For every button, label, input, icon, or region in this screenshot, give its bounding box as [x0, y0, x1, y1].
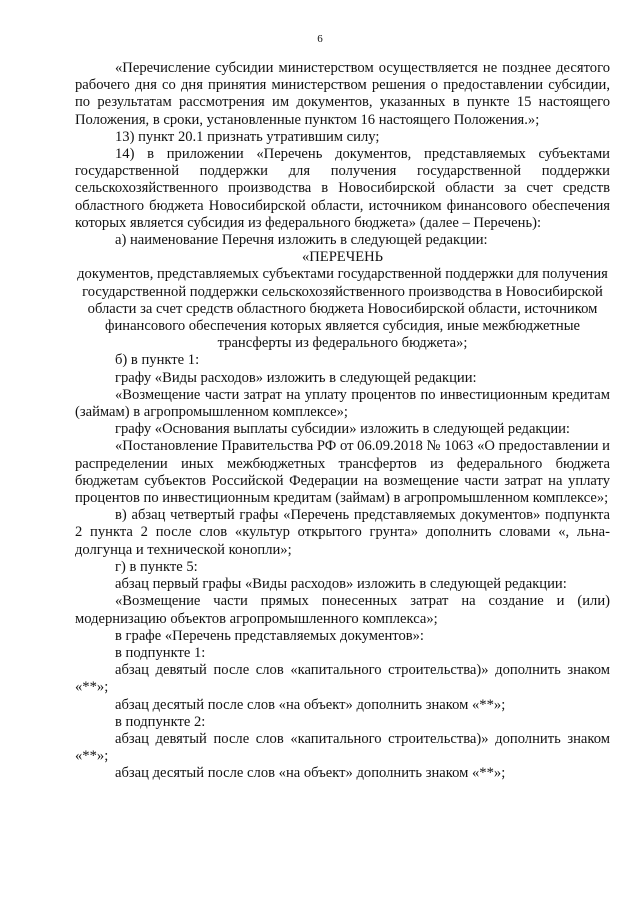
paragraph: в графе «Перечень представляемых документов»: [115, 627, 424, 644]
paragraph: абзац девятый после слов «капитального строительства)» дополнить знаком «**»; [75, 730, 610, 765]
paragraph: в подпункте 1: [115, 644, 206, 661]
paragraph: «Возмещение части прямых понесенных затрат на создание и (или) модернизацию объектов агропромышленного комплекса»; [75, 593, 610, 627]
paragraph: в) абзац четвертый графы «Перечень представляемых документов» подпункта 2 пункта 2 после слов «культур открытого грунта» дополнить словами «, льна-долгунца и технической конопли»; [75, 507, 610, 558]
paragraph: «Постановление Правительства РФ от 06.09.2018 № 1063 «О предоставлении и распределении иных межбюджетных трансфертов из федерального бюджета бюджетам субъектов Российской Федерации на возмещение части затрат на уплату процентов по инвестиционным кредитам (займам) в агропромышленном комплексе»; [75, 438, 610, 507]
paragraph: в подпункте 2: [115, 713, 206, 730]
paragraph: «Возмещение части затрат на уплату процентов по инвестиционным кредитам (займам) в агропромышленном комплексе»; [75, 386, 610, 421]
paragraph: 14) в приложении «Перечень документов, представляемых субъектами государственной поддержки для получения государственной поддержки сельскохозяйственного производства в Новосибирской области за счет средств областного бюджета Новосибирской области, источником финансового обеспечения которых является субсидия из федерального бюджета» (далее – Перечень): [75, 146, 610, 231]
paragraph: графу «Виды расходов» изложить в следующей редакции: [115, 369, 477, 386]
paragraph: а) наименование Перечня изложить в следующей редакции: [115, 232, 488, 249]
paragraph: б) в пункте 1: [115, 352, 200, 369]
page-number: 6 [317, 33, 323, 45]
paragraph: 13) пункт 20.1 признать утратившим силу; [115, 128, 380, 145]
paragraph: «Перечисление субсидии министерством осуществляется не позднее десятого рабочего дня со дня принятия министерством решения о предоставлении субсидии, по результатам рассмотрения им документов, указанных в пункте 15 настоящего Положения, в сроки, установленные пунктом 16 настоящего Положения.»; [75, 60, 610, 128]
list-title: «ПЕРЕЧЕНЬ [301, 249, 384, 266]
document-body [75, 60, 610, 783]
paragraph: графу «Основания выплаты субсидии» изложить в следующей редакции: [115, 421, 570, 438]
paragraph: абзац десятый после слов «на объект» дополнить знаком «**»; [115, 765, 506, 782]
paragraph: абзац первый графы «Виды расходов» изложить в следующей редакции: [115, 576, 567, 593]
paragraph: абзац десятый после слов «на объект» дополнить знаком «**»; [115, 696, 506, 713]
paragraph: абзац девятый после слов «капитального строительства)» дополнить знаком «**»; [75, 662, 610, 696]
list-subtitle: документов, представляемых субъектами государственной поддержки для получения государственной поддержки сельскохозяйственного производства в Новосибирской области за счет средств областного бюджета Новосибирской области, источником финансового обеспечения которых является субсидия, иные межбюджетные трансферты из федерального бюджета»; [77, 266, 608, 352]
paragraph: г) в пункте 5: [115, 558, 198, 575]
